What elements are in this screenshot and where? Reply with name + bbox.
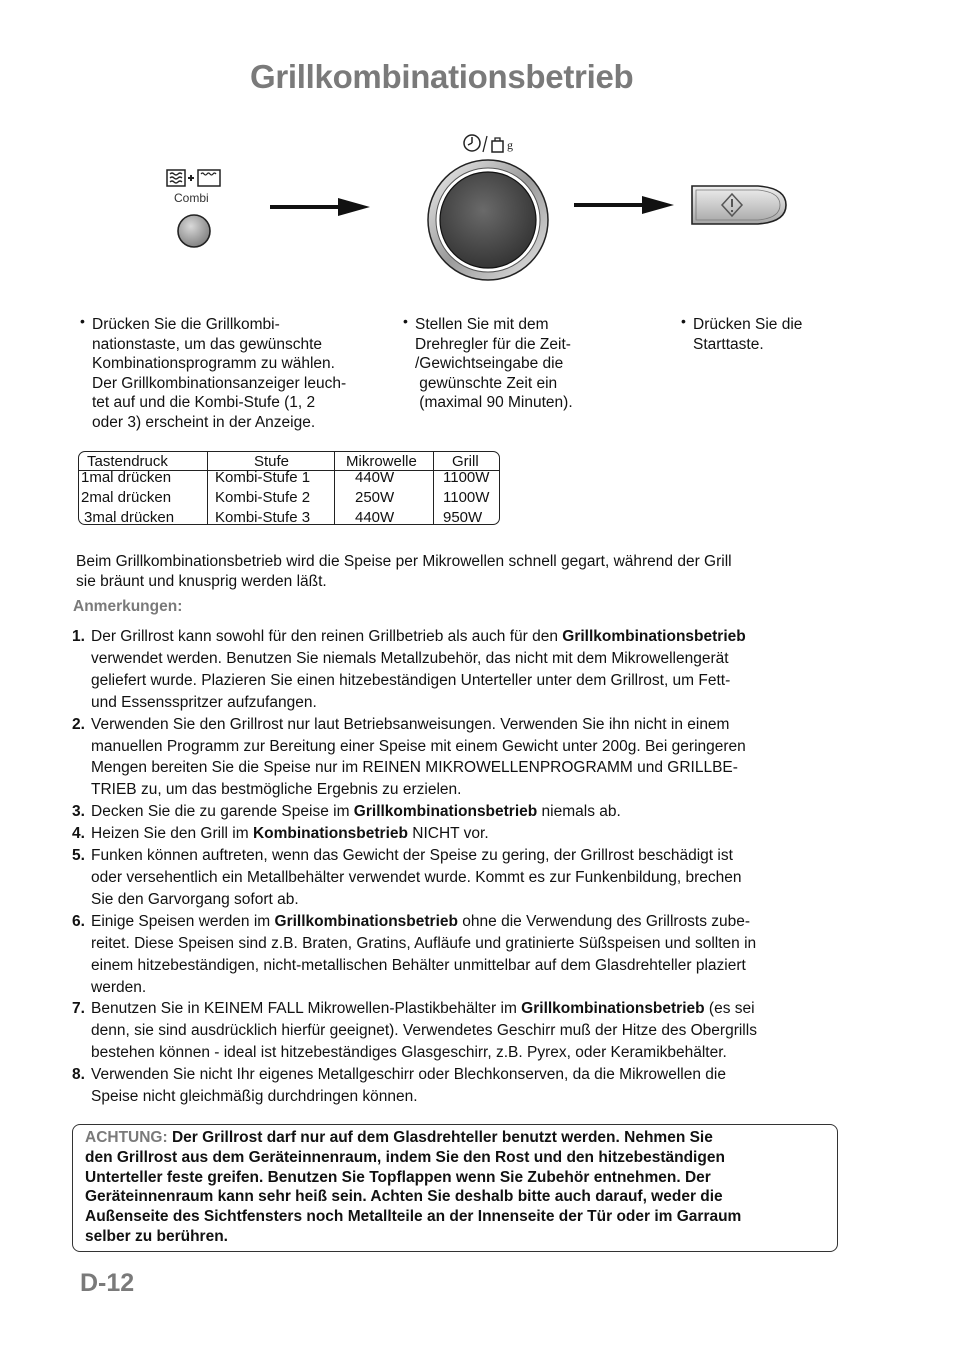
table-header: Grill <box>452 453 479 470</box>
notes-heading: Anmerkungen: <box>73 598 183 615</box>
bullet: • <box>681 313 686 329</box>
note-number: 8. <box>72 1066 85 1084</box>
note-number: 3. <box>72 803 85 821</box>
note-text: Benutzen Sie in KEINEM FALL Mikrowellen-Plastikbehälter im <box>91 1000 522 1018</box>
notes-list <box>72 626 852 1108</box>
note-emphasis: Grillkombinationsbetrieb <box>353 803 538 821</box>
clock-icon <box>464 135 480 151</box>
page-number: D-12 <box>80 1269 135 1297</box>
combi-mode-icons <box>166 168 226 190</box>
warning-label: ACHTUNG: <box>85 1129 168 1146</box>
note-text: niemals ab. <box>537 803 621 821</box>
table-cell: Kombi-Stufe 1 <box>215 469 311 486</box>
table-divider <box>207 452 208 524</box>
step-1-lines: Drücken Sie die Grillkombi- nationstaste, um das gewünschte Kombinationsprogramm zu wählen. Der Grillkombinationsanzeiger leuch- tet auf und die Kombi-Stufe (1, 2 oder 3) erscheint in der Anzeige. <box>92 316 347 431</box>
table-cell: 2mal drücken <box>81 489 172 506</box>
note-text: Heizen Sie den Grill im <box>91 825 253 843</box>
combi-level-table <box>78 451 500 525</box>
note-number: 5. <box>72 847 85 865</box>
page-title: Grillkombinationsbetrieb <box>250 58 634 95</box>
table-header: Tastendruck <box>87 453 168 470</box>
note-emphasis: Kombinationsbetrieb <box>252 825 408 843</box>
note-text: Decken Sie die zu garende Speise im <box>91 803 354 821</box>
note-number: 6. <box>72 912 85 930</box>
note-text: Funken können auftreten, wenn das Gewicht der Speise zu gering, der Grillrost beschädigt ist oder versehentlich ein Metallbehälter verwendet wurde. Kommt es zur Funkenbildung, brechen Sie den Garvorgang sofort ab. <box>91 847 742 908</box>
table-header: Stufe <box>254 453 290 470</box>
table-cell: 3mal drücken <box>84 509 175 526</box>
bullet: • <box>80 313 85 329</box>
table-cell: 440W <box>355 509 395 526</box>
note-number: 4. <box>72 825 85 843</box>
start-button[interactable] <box>688 182 790 228</box>
list-item <box>72 1064 852 1108</box>
arrow-right-icon <box>270 196 374 218</box>
note-number: 7. <box>72 1000 85 1018</box>
table-cell: 950W <box>443 509 483 526</box>
note-text: (es sei denn, sie sind ausdrücklich hierfür geeignet). Verwendetes Geschirr muß der Hitze des Obergrills bestehen können - ideal ist hitzebeständiges Glasgeschirr, z.B. Pyrex, oder Keramikbehälter. <box>91 1000 757 1062</box>
note-number: 2. <box>72 715 85 733</box>
list-item <box>72 998 852 1064</box>
warning-text: Der Grillrost darf nur auf dem Glasdrehteller benutzt werden. Nehmen Sie den Grillrost aus dem Geräteinnenraum, indem Sie den Rost und den hitzebeständigen Unterteller feste greifen. Benutzen Sie Topflappen wenn Sie Zubehör entnehmen. Der Geräteinnenraum kann sehr heiß sein. Achten Sie deshalb bitte auch darauf, weder die Außenseite des Sichtfensters noch Metallteile an der Innenseite der Tür oder im Garraum selber zu berühren. <box>85 1129 742 1245</box>
table-cell: 250W <box>355 489 395 506</box>
note-emphasis: Grillkombinationsbetrieb <box>521 1000 705 1018</box>
microwave-grill-icon <box>167 170 185 186</box>
list-item <box>72 714 852 802</box>
bullet: • <box>403 313 408 329</box>
note-text: Einige Speisen werden im <box>91 912 275 930</box>
step-3-text <box>681 315 881 365</box>
list-item <box>72 626 852 714</box>
table-divider <box>334 452 335 524</box>
table-divider <box>433 452 434 524</box>
step-1-text <box>80 315 390 435</box>
note-text: NICHT vor. <box>407 825 489 843</box>
table-cell: 1mal drücken <box>81 469 172 486</box>
arrow-right-icon <box>574 194 678 216</box>
intro-paragraph: Beim Grillkombinationsbetrieb wird die Speise per Mikrowellen schnell gegart, während der Grill sie bräunt und knusprig werden läßt. <box>76 553 732 590</box>
note-text: Verwenden Sie den Grillrost nur laut Betriebsanweisungen. Verwenden Sie ihn nicht in einem manuellen Programm zur Bereitung einer Speise mit einem Gewicht unter 200g. Bei geringeren Mengen bereiten Sie die Speise nur im REINEN MIKROWELLENPROGRAMM und GRILLBE- TRIEB zu, um das bestmögliche Ergebnis zu erzielen. <box>91 715 746 799</box>
note-text: verwendet werden. Benutzen Sie niemals Metallzubehör, das nicht mit dem Mikrowellengerät geliefert wurde. Plazieren Sie einen hitzebeständigen Unterteller unter dem Grillrost, um Fett- und Essensspritzer aufzufangen. <box>91 649 731 711</box>
warning-box <box>72 1124 838 1252</box>
step-2-lines: Stellen Sie mit dem Drehregler für die Zeit- /Gewichtseingabe die gewünschte Zeit ein (maximal 90 Minuten). <box>415 316 573 412</box>
combi-label: Combi <box>174 191 209 205</box>
step-2-text <box>403 315 623 415</box>
table-header: Mikrowelle <box>346 453 417 470</box>
step-3-lines: Drücken Sie die Starttaste. <box>693 316 803 353</box>
grill-icon <box>198 170 220 186</box>
note-text: Verwenden Sie nicht Ihr eigenes Metallgeschirr oder Blechkonserven, da die Mikrowellen die Speise nicht gleichmäßig durchdringen können. <box>91 1066 726 1106</box>
svg-text:g: g <box>507 138 513 152</box>
table-cell: 1100W <box>443 469 490 486</box>
list-item <box>72 845 852 911</box>
table-cell: Kombi-Stufe 2 <box>215 489 311 506</box>
table-cell: Kombi-Stufe 3 <box>215 509 311 526</box>
note-text: ohne die Verwendung des Grillrosts zube- reitet. Diese Speisen sind z.B. Braten, Gratins, Aufläufe und gratinierte Süßspeisen und sollten in einem hitzebeständigen, nicht-metallischen Behälter unmittelbar auf dem Glasdrehteller plaziert werden. <box>91 912 757 996</box>
table-cell: 440W <box>355 469 395 486</box>
list-item <box>72 823 852 845</box>
weight-icon <box>492 138 513 152</box>
combi-button[interactable] <box>176 213 212 249</box>
list-item <box>72 801 852 823</box>
plus-icon <box>188 175 194 181</box>
note-text: Der Grillrost kann sowohl für den reinen Grillbetrieb als auch für den <box>91 628 563 645</box>
time-weight-dial[interactable] <box>426 158 550 282</box>
note-number: 1. <box>72 628 85 645</box>
note-emphasis: Grillkombinationsbetrieb <box>562 628 746 645</box>
list-item <box>72 911 852 999</box>
table-cell: 1100W <box>443 489 490 506</box>
dial-icons <box>462 133 524 155</box>
note-emphasis: Grillkombinationsbetrieb <box>274 912 458 930</box>
